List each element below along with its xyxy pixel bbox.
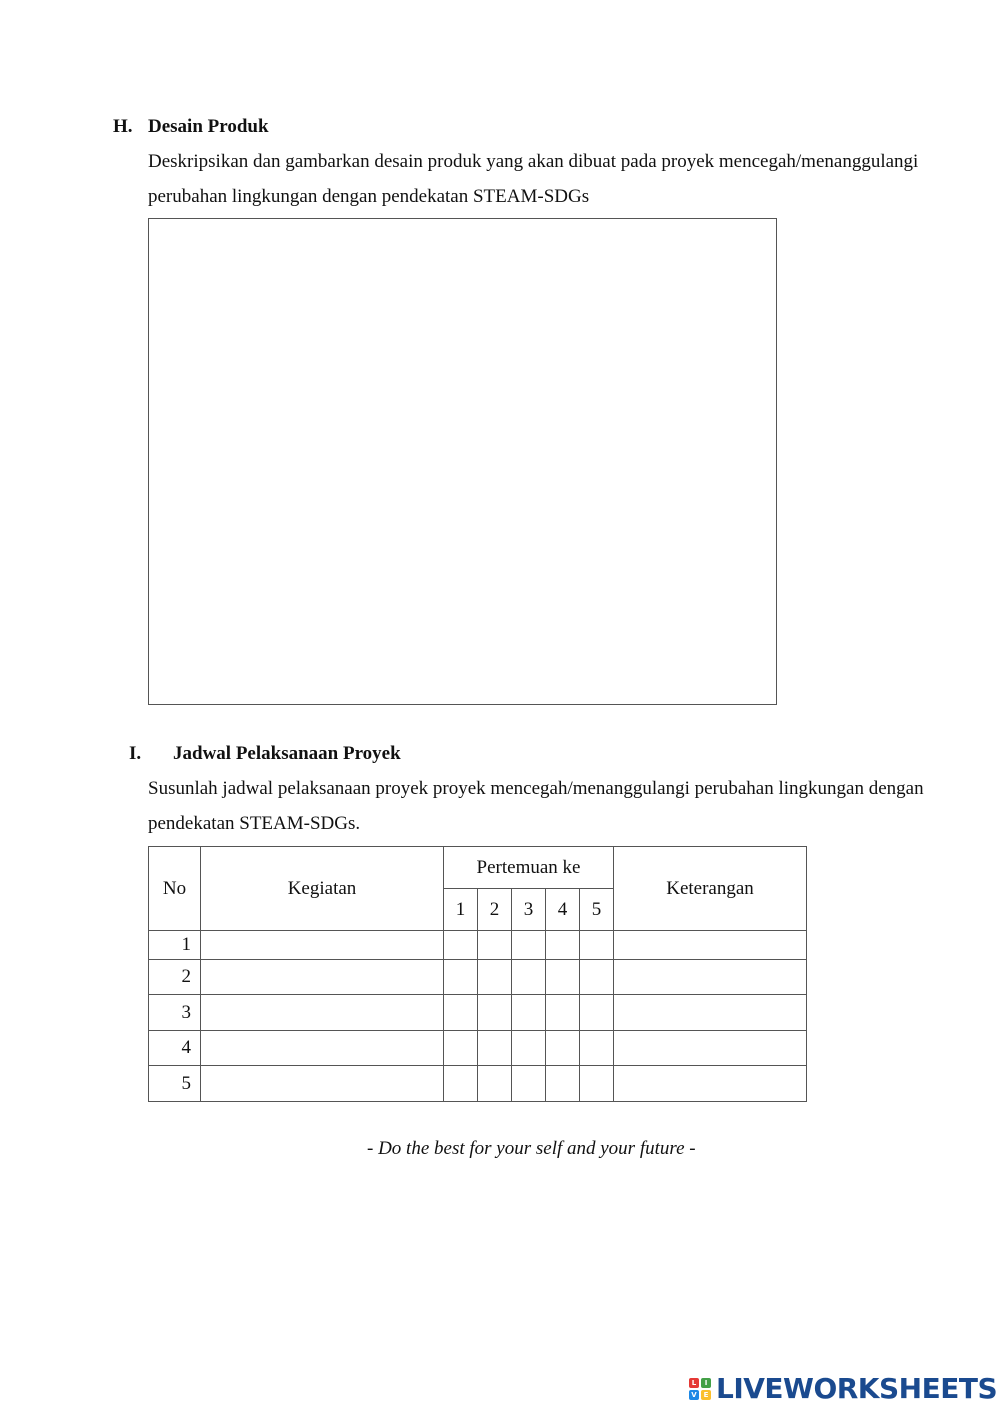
meeting-header-5: 5 — [580, 889, 614, 931]
product-design-answer-box[interactable] — [148, 218, 777, 705]
meeting-cell[interactable] — [478, 1066, 512, 1102]
meeting-cell[interactable] — [444, 995, 478, 1031]
meeting-cell[interactable] — [512, 1031, 546, 1066]
table-header-row — [149, 847, 807, 889]
logo-tile-e: E — [701, 1390, 711, 1400]
keterangan-cell[interactable] — [614, 960, 807, 995]
meeting-cell[interactable] — [546, 995, 580, 1031]
logo-tile-l: L — [689, 1378, 699, 1388]
header-pertemuan: Pertemuan ke — [444, 847, 614, 889]
header-keterangan: Keterangan — [614, 847, 807, 931]
meeting-cell[interactable] — [512, 960, 546, 995]
meeting-cell[interactable] — [580, 931, 614, 960]
keterangan-cell[interactable] — [614, 995, 807, 1031]
section-h-instruction-line-2: perubahan lingkungan dengan pendekatan STEAM-SDGs — [148, 186, 590, 207]
kegiatan-cell[interactable] — [201, 960, 444, 995]
kegiatan-cell[interactable] — [201, 995, 444, 1031]
meeting-cell[interactable] — [478, 995, 512, 1031]
kegiatan-cell[interactable] — [201, 1031, 444, 1066]
meeting-cell[interactable] — [546, 931, 580, 960]
row-number: 4 — [149, 1031, 201, 1066]
row-number: 3 — [149, 995, 201, 1031]
keterangan-cell[interactable] — [614, 1031, 807, 1066]
header-no: No — [149, 847, 201, 931]
meeting-cell[interactable] — [444, 960, 478, 995]
section-h-marker: H. — [113, 116, 133, 137]
logo-tile-v: V — [689, 1390, 699, 1400]
meeting-header-4: 4 — [546, 889, 580, 931]
section-i-marker: I. — [129, 743, 142, 764]
table-row — [149, 1066, 807, 1102]
meeting-cell[interactable] — [580, 960, 614, 995]
meeting-header-1: 1 — [444, 889, 478, 931]
meeting-cell[interactable] — [478, 1031, 512, 1066]
section-h-instruction-line-1: Deskripsikan dan gambarkan desain produk yang akan dibuat pada proyek mencegah/menanggulangi — [148, 151, 919, 172]
meeting-cell[interactable] — [580, 1066, 614, 1102]
meeting-cell[interactable] — [512, 1066, 546, 1102]
meeting-header-2: 2 — [478, 889, 512, 931]
table-row — [149, 995, 807, 1031]
row-number: 5 — [149, 1066, 201, 1102]
liveworksheets-logo — [689, 1374, 997, 1404]
row-number: 1 — [149, 931, 201, 960]
meeting-header-3: 3 — [512, 889, 546, 931]
table-row — [149, 931, 807, 960]
meeting-cell[interactable] — [580, 1031, 614, 1066]
meeting-cell[interactable] — [546, 1031, 580, 1066]
schedule-table — [148, 846, 807, 1102]
keterangan-cell[interactable] — [614, 1066, 807, 1102]
meeting-cell[interactable] — [444, 931, 478, 960]
table-row — [149, 1031, 807, 1066]
meeting-cell[interactable] — [444, 1031, 478, 1066]
keterangan-cell[interactable] — [614, 931, 807, 960]
kegiatan-cell[interactable] — [201, 931, 444, 960]
table-row — [149, 960, 807, 995]
section-i-title: Jadwal Pelaksanaan Proyek — [173, 743, 401, 764]
meeting-cell[interactable] — [444, 1066, 478, 1102]
meeting-cell[interactable] — [512, 995, 546, 1031]
section-i-instruction-line-2: pendekatan STEAM-SDGs. — [148, 813, 361, 834]
motivational-quote: - Do the best for your self and your future - — [367, 1138, 696, 1159]
meeting-cell[interactable] — [512, 931, 546, 960]
section-i-instruction-line-1: Susunlah jadwal pelaksanaan proyek proyek mencegah/menanggulangi perubahan lingkungan dengan — [148, 778, 924, 799]
meeting-cell[interactable] — [580, 995, 614, 1031]
logo-tile-i: I — [701, 1378, 711, 1388]
meeting-cell[interactable] — [546, 1066, 580, 1102]
meeting-cell[interactable] — [478, 931, 512, 960]
liveworksheets-mark-icon — [689, 1378, 711, 1400]
row-number: 2 — [149, 960, 201, 995]
meeting-cell[interactable] — [546, 960, 580, 995]
header-kegiatan: Kegiatan — [201, 847, 444, 931]
liveworksheets-wordmark: LIVEWORKSHEETS — [716, 1372, 998, 1405]
kegiatan-cell[interactable] — [201, 1066, 444, 1102]
meeting-cell[interactable] — [478, 960, 512, 995]
section-h-title: Desain Produk — [148, 116, 269, 137]
